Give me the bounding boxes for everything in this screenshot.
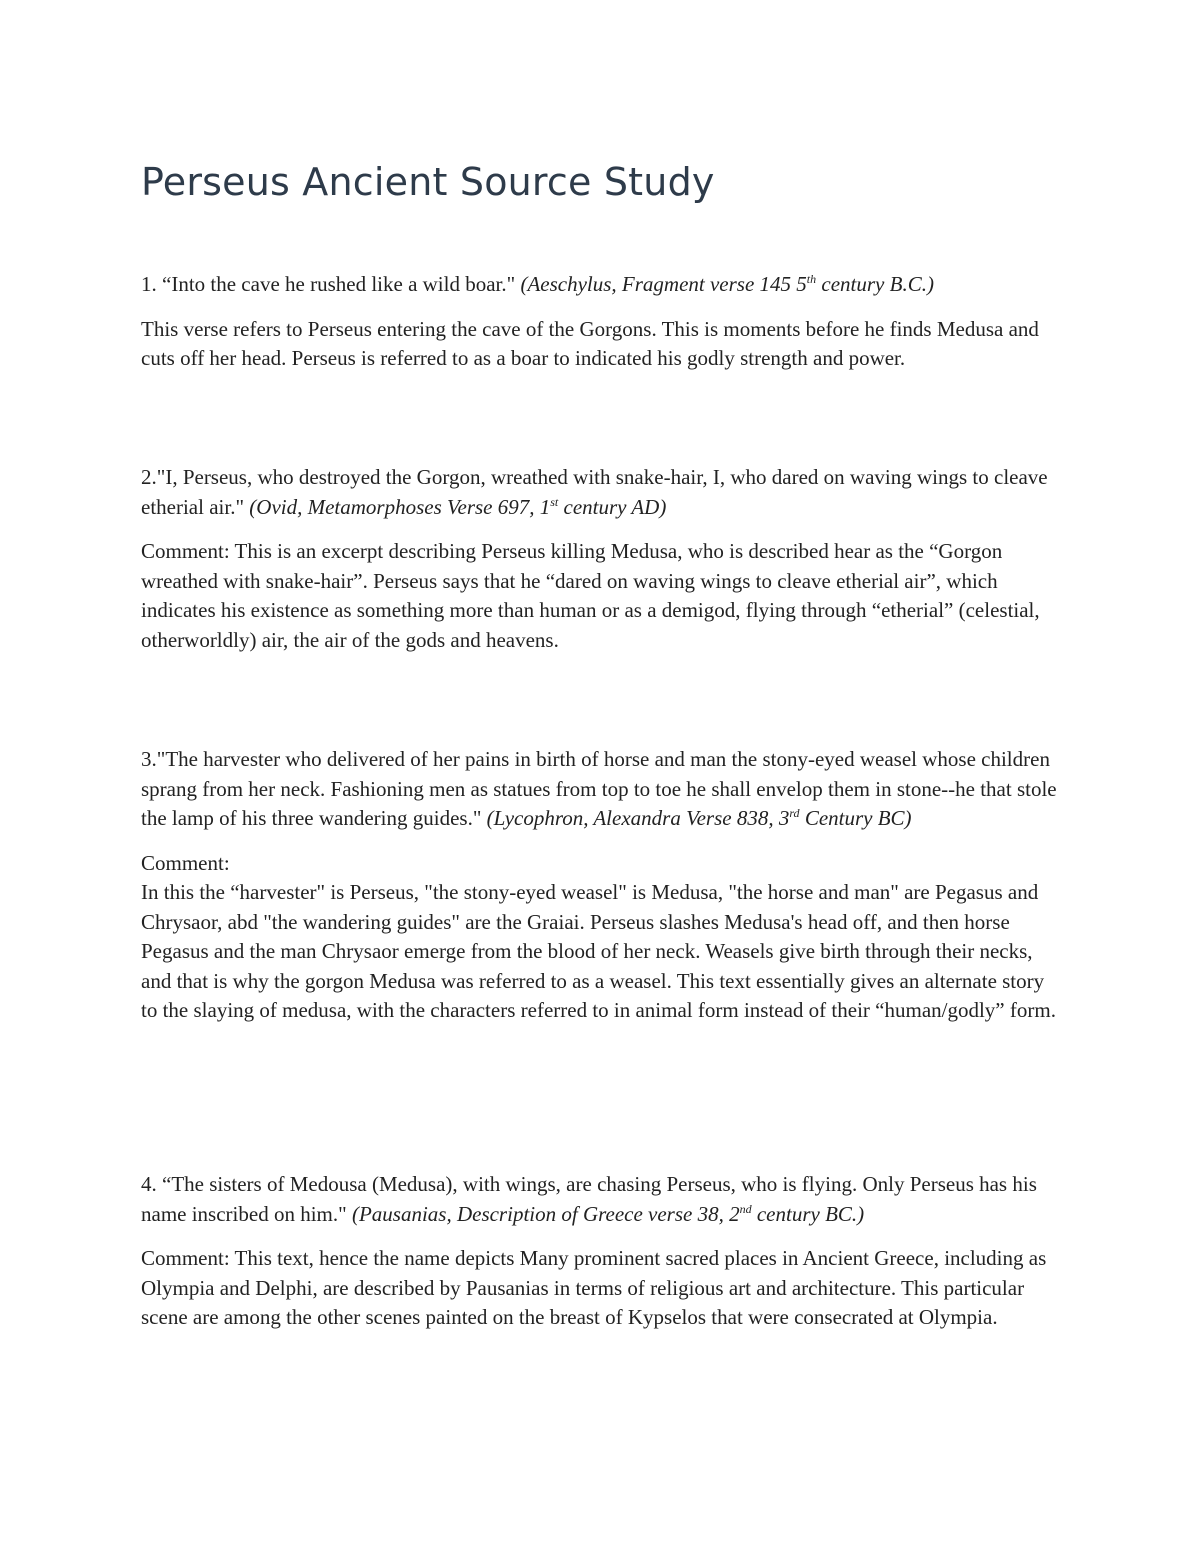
- comment-label: Comment:: [141, 850, 230, 875]
- source-quote: [141, 463, 1061, 522]
- comment-text: In this the “harvester" is Perseus, "the stony-eyed weasel" is Medusa, "the horse and man" are Pegasus and Chrysaor, abd "the wandering guides" are the Graiai. Perseus slashes Medusa's head off, and then horse Pegasus and the man Chrysaor emerge from the blood of her neck. Weasels give birth through their necks, and that is why the gorgon Medusa was referred to as a weasel. This text essentially gives an alternate story to the slaying of medusa, with the characters referred to in animal form instead of their “human/godly” form.: [141, 880, 1056, 1022]
- quote-text: 2."I, Perseus, who destroyed the Gorgon, wreathed with snake-hair, I, who dared on waving wings to cleave etherial air.": [141, 465, 1048, 519]
- source-section-3: [141, 745, 1061, 1026]
- source-quote: [141, 270, 1061, 300]
- source-comment: Comment: This is an excerpt describing Perseus killing Medusa, who is described hear as the “Gorgon wreathed with snake-hair”. Perseus says that he “dared on waving wings to cleave etherial air”, which indicates his existence as something more than human or as a demigod, flying through “etherial” (celestial, otherworldly) air, the air of the gods and heavens.: [141, 539, 1040, 652]
- source-section-2: [141, 463, 1061, 655]
- source-quote: [141, 745, 1061, 834]
- page-title: Perseus Ancient Source Study: [141, 160, 715, 204]
- citation: (Pausanias, Description of Greece verse 38, 2nd century BC.): [351, 1201, 865, 1226]
- quote-text: 4. “The sisters of Medousa (Medusa), with wings, are chasing Perseus, who is flying. Only Perseus has his name inscribed on him.": [141, 1172, 1037, 1226]
- quote-text: 3."The harvester who delivered of her pains in birth of horse and man the stony-eyed weasel whose children sprang from her neck. Fashioning men as statues from top to toe he shall envelop them in stone--he that stole the lamp of his three wandering guides.": [141, 747, 1057, 830]
- citation: (Aeschylus, Fragment verse 145 5th century B.C.): [520, 272, 934, 296]
- citation: (Ovid, Metamorphoses Verse 697, 1st century AD): [249, 494, 667, 519]
- source-comment: This verse refers to Perseus entering the cave of the Gorgons. This is moments before he finds Medusa and cuts off her head. Perseus is referred to as a boar to indicated his godly strength and power.: [141, 316, 1039, 370]
- citation: (Lycophron, Alexandra Verse 838, 3rd Century BC): [486, 806, 912, 830]
- quote-text: 1. “Into the cave he rushed like a wild boar.": [141, 272, 521, 296]
- source-comment: [141, 849, 1061, 1026]
- source-section-1: [141, 270, 1061, 374]
- source-quote: [141, 1170, 1061, 1229]
- source-comment: Comment: This text, hence the name depicts Many prominent sacred places in Ancient Greece, including as Olympia and Delphi, are described by Pausanias in terms of religious art and architecture. This particular scene are among the other scenes painted on the breast of Kypselos that were consecrated at Olympia.: [141, 1246, 1047, 1329]
- source-section-4: [141, 1170, 1061, 1333]
